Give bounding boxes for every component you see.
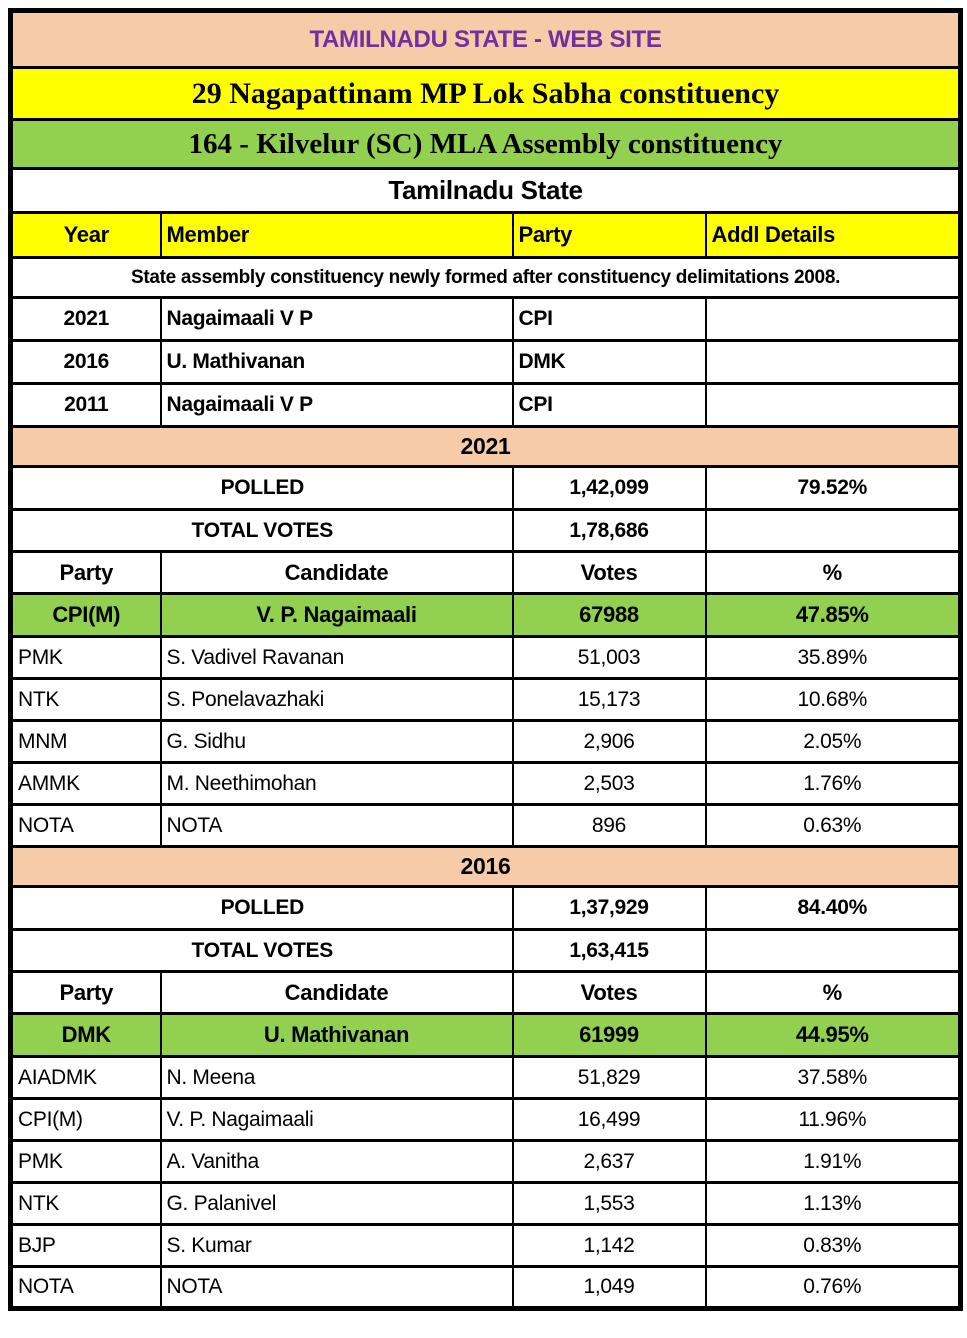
results-header-pct: % (706, 972, 961, 1014)
votes-cell: 51,003 (513, 637, 706, 679)
party-cell: PMK (11, 637, 161, 679)
votes-cell: 1,049 (513, 1267, 706, 1309)
total-votes-row (11, 930, 961, 972)
votes-cell: 15,173 (513, 679, 706, 721)
total-votes-value: 1,78,686 (513, 510, 706, 552)
results-header-votes: Votes (513, 972, 706, 1014)
pct-cell: 1.76% (706, 763, 961, 805)
result-row (11, 1183, 961, 1225)
results-header-row (11, 972, 961, 1014)
total-votes-value: 1,63,415 (513, 930, 706, 972)
votes-cell: 61999 (513, 1014, 706, 1057)
votes-cell: 896 (513, 805, 706, 847)
party-cell: NTK (11, 679, 161, 721)
votes-cell: 1,142 (513, 1225, 706, 1267)
pct-cell: 44.95% (706, 1014, 961, 1057)
member-addl-cell (706, 341, 961, 384)
candidate-cell: NOTA (161, 1267, 513, 1309)
election-year-header (11, 847, 961, 887)
pct-cell: 47.85% (706, 594, 961, 637)
candidate-cell: G. Sidhu (161, 721, 513, 763)
result-row (11, 1225, 961, 1267)
results-header-party: Party (11, 972, 161, 1014)
pct-cell: 35.89% (706, 637, 961, 679)
pct-cell: 11.96% (706, 1099, 961, 1141)
results-header-candidate: Candidate (161, 552, 513, 594)
candidate-cell: M. Neethimohan (161, 763, 513, 805)
pct-cell: 0.63% (706, 805, 961, 847)
party-cell: CPI(M) (11, 594, 161, 637)
votes-cell: 67988 (513, 594, 706, 637)
candidate-cell: S. Kumar (161, 1225, 513, 1267)
member-addl-cell (706, 298, 961, 341)
member-year-cell: 2016 (11, 341, 161, 384)
votes-cell: 2,637 (513, 1141, 706, 1183)
result-row (11, 1267, 961, 1309)
result-row (11, 805, 961, 847)
results-header-party: Party (11, 552, 161, 594)
member-row (11, 298, 961, 341)
candidate-cell: NOTA (161, 805, 513, 847)
pct-cell: 0.83% (706, 1225, 961, 1267)
election-year-label: 2016 (11, 847, 961, 887)
pct-cell: 1.13% (706, 1183, 961, 1225)
candidate-cell: A. Vanitha (161, 1141, 513, 1183)
results-header-pct: % (706, 552, 961, 594)
member-name-cell: U. Mathivanan (161, 341, 513, 384)
polled-votes: 1,37,929 (513, 887, 706, 930)
results-table (8, 8, 963, 1311)
total-votes-label: TOTAL VOTES (11, 930, 513, 972)
state-name: Tamilnadu State (11, 169, 961, 213)
candidate-cell: N. Meena (161, 1057, 513, 1099)
result-row (11, 721, 961, 763)
polled-pct: 79.52% (706, 467, 961, 510)
member-addl-cell (706, 384, 961, 427)
votes-cell: 2,503 (513, 763, 706, 805)
member-party-cell: CPI (513, 298, 706, 341)
pct-cell: 10.68% (706, 679, 961, 721)
candidate-cell: U. Mathivanan (161, 1014, 513, 1057)
winner-row (11, 1014, 961, 1057)
member-row (11, 341, 961, 384)
votes-cell: 16,499 (513, 1099, 706, 1141)
party-cell: PMK (11, 1141, 161, 1183)
member-year-cell: 2021 (11, 298, 161, 341)
total-votes-label: TOTAL VOTES (11, 510, 513, 552)
result-row (11, 763, 961, 805)
delimitation-note: State assembly constituency newly formed after constituency delimitations 2008. (11, 258, 961, 298)
candidate-cell: V. P. Nagaimaali (161, 1099, 513, 1141)
pct-cell: 1.91% (706, 1141, 961, 1183)
polled-row (11, 887, 961, 930)
polled-pct: 84.40% (706, 887, 961, 930)
members-header-row (11, 213, 961, 258)
mp-constituency-row (11, 68, 961, 120)
polled-row (11, 467, 961, 510)
results-header-candidate: Candidate (161, 972, 513, 1014)
winner-row (11, 594, 961, 637)
member-party-cell: CPI (513, 384, 706, 427)
results-header-votes: Votes (513, 552, 706, 594)
mp-constituency-banner: 29 Nagapattinam MP Lok Sabha constituency (11, 68, 961, 120)
member-party-cell: DMK (513, 341, 706, 384)
candidate-cell: V. P. Nagaimaali (161, 594, 513, 637)
member-name-cell: Nagaimaali V P (161, 298, 513, 341)
result-row (11, 1141, 961, 1183)
party-cell: NTK (11, 1183, 161, 1225)
mla-constituency-banner: 164 - Kilvelur (SC) MLA Assembly constituency (11, 120, 961, 169)
party-cell: BJP (11, 1225, 161, 1267)
member-row (11, 384, 961, 427)
candidate-cell: G. Palanivel (161, 1183, 513, 1225)
site-title: TAMILNADU STATE - WEB SITE (11, 11, 961, 68)
total-votes-pct (706, 510, 961, 552)
polled-label: POLLED (11, 467, 513, 510)
member-year-cell: 2011 (11, 384, 161, 427)
result-row (11, 679, 961, 721)
total-votes-row (11, 510, 961, 552)
party-cell: MNM (11, 721, 161, 763)
party-cell: AIADMK (11, 1057, 161, 1099)
election-year-label: 2021 (11, 427, 961, 467)
state-name-row (11, 169, 961, 213)
pct-cell: 37.58% (706, 1057, 961, 1099)
members-header-party: Party (513, 213, 706, 258)
result-row (11, 637, 961, 679)
party-cell: AMMK (11, 763, 161, 805)
members-header-year: Year (11, 213, 161, 258)
election-year-header (11, 427, 961, 467)
site-title-row (11, 11, 961, 68)
polled-votes: 1,42,099 (513, 467, 706, 510)
votes-cell: 1,553 (513, 1183, 706, 1225)
members-header-member: Member (161, 213, 513, 258)
party-cell: DMK (11, 1014, 161, 1057)
pct-cell: 2.05% (706, 721, 961, 763)
candidate-cell: S. Ponelavazhaki (161, 679, 513, 721)
votes-cell: 2,906 (513, 721, 706, 763)
members-header-addl: Addl Details (706, 213, 961, 258)
result-row (11, 1099, 961, 1141)
votes-cell: 51,829 (513, 1057, 706, 1099)
total-votes-pct (706, 930, 961, 972)
candidate-cell: S. Vadivel Ravanan (161, 637, 513, 679)
mla-constituency-row (11, 120, 961, 169)
result-row (11, 1057, 961, 1099)
party-cell: CPI(M) (11, 1099, 161, 1141)
pct-cell: 0.76% (706, 1267, 961, 1309)
polled-label: POLLED (11, 887, 513, 930)
party-cell: NOTA (11, 1267, 161, 1309)
member-name-cell: Nagaimaali V P (161, 384, 513, 427)
delimitation-note-row (11, 258, 961, 298)
party-cell: NOTA (11, 805, 161, 847)
results-header-row (11, 552, 961, 594)
